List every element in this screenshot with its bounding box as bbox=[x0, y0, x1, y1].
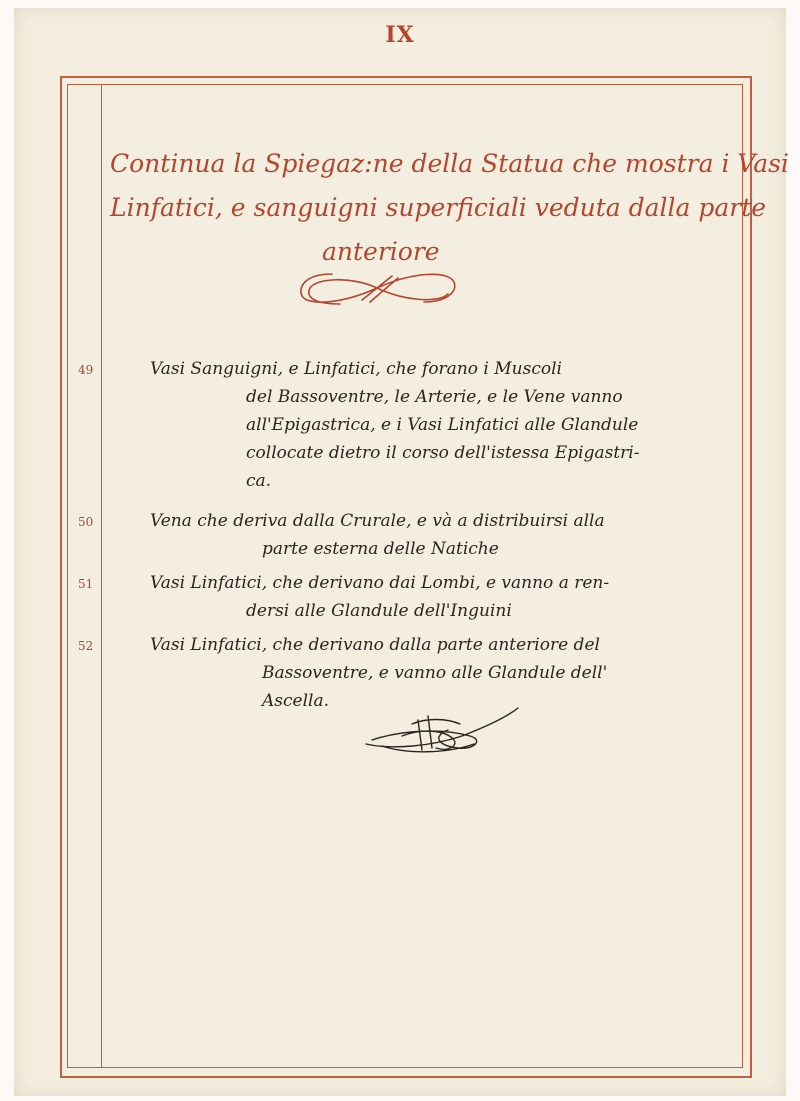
entry-list bbox=[72, 355, 732, 723]
entry-line: Vasi Sanguigni, e Linfatici, che forano i Muscoli bbox=[150, 359, 562, 379]
title-line-2: Linfatici, e sanguigni superficiali veduta dalla parte bbox=[110, 193, 767, 222]
entry-number: 51 bbox=[78, 577, 94, 591]
entry-number: 50 bbox=[78, 515, 94, 529]
entry-text bbox=[150, 355, 732, 495]
entry-number: 52 bbox=[78, 639, 94, 653]
entry-line: Bassoventre, e vanno alle Glandule dell' bbox=[262, 663, 608, 683]
title-line-3: anteriore bbox=[322, 237, 440, 266]
entry-text bbox=[150, 631, 732, 715]
list-item bbox=[72, 569, 732, 629]
list-item bbox=[72, 507, 732, 567]
entry-line: collocate dietro il corso dell'istessa Epigastri- bbox=[246, 443, 640, 463]
entry-line: del Bassoventre, le Arterie, e le Vene vanno bbox=[246, 387, 623, 407]
entry-text bbox=[150, 507, 732, 563]
entry-line: Vena che deriva dalla Crurale, e và a distribuirsi alla bbox=[150, 511, 605, 531]
entry-line: dersi alle Glandule dell'Inguini bbox=[246, 601, 512, 621]
entry-line: all'Epigastrica, e i Vasi Linfatici alle Glandule bbox=[246, 415, 639, 435]
entry-line: Vasi Linfatici, che derivano dalla parte anteriore del bbox=[150, 635, 600, 655]
title-flourish bbox=[292, 266, 462, 310]
page-title bbox=[110, 142, 789, 274]
entry-line: Ascella. bbox=[262, 691, 329, 711]
page-number: IX bbox=[385, 22, 415, 48]
signature-flourish bbox=[362, 706, 522, 758]
list-item bbox=[72, 355, 732, 505]
title-line-1: Continua la Spiegaz:ne della Statua che mostra i Vasi bbox=[110, 149, 789, 178]
entry-line: Vasi Linfatici, che derivano dai Lombi, e vanno a ren- bbox=[150, 573, 610, 593]
entry-text bbox=[150, 569, 732, 625]
entry-number: 49 bbox=[78, 363, 94, 377]
entry-line: parte esterna delle Natiche bbox=[262, 539, 499, 559]
entry-line: ca. bbox=[246, 471, 272, 491]
